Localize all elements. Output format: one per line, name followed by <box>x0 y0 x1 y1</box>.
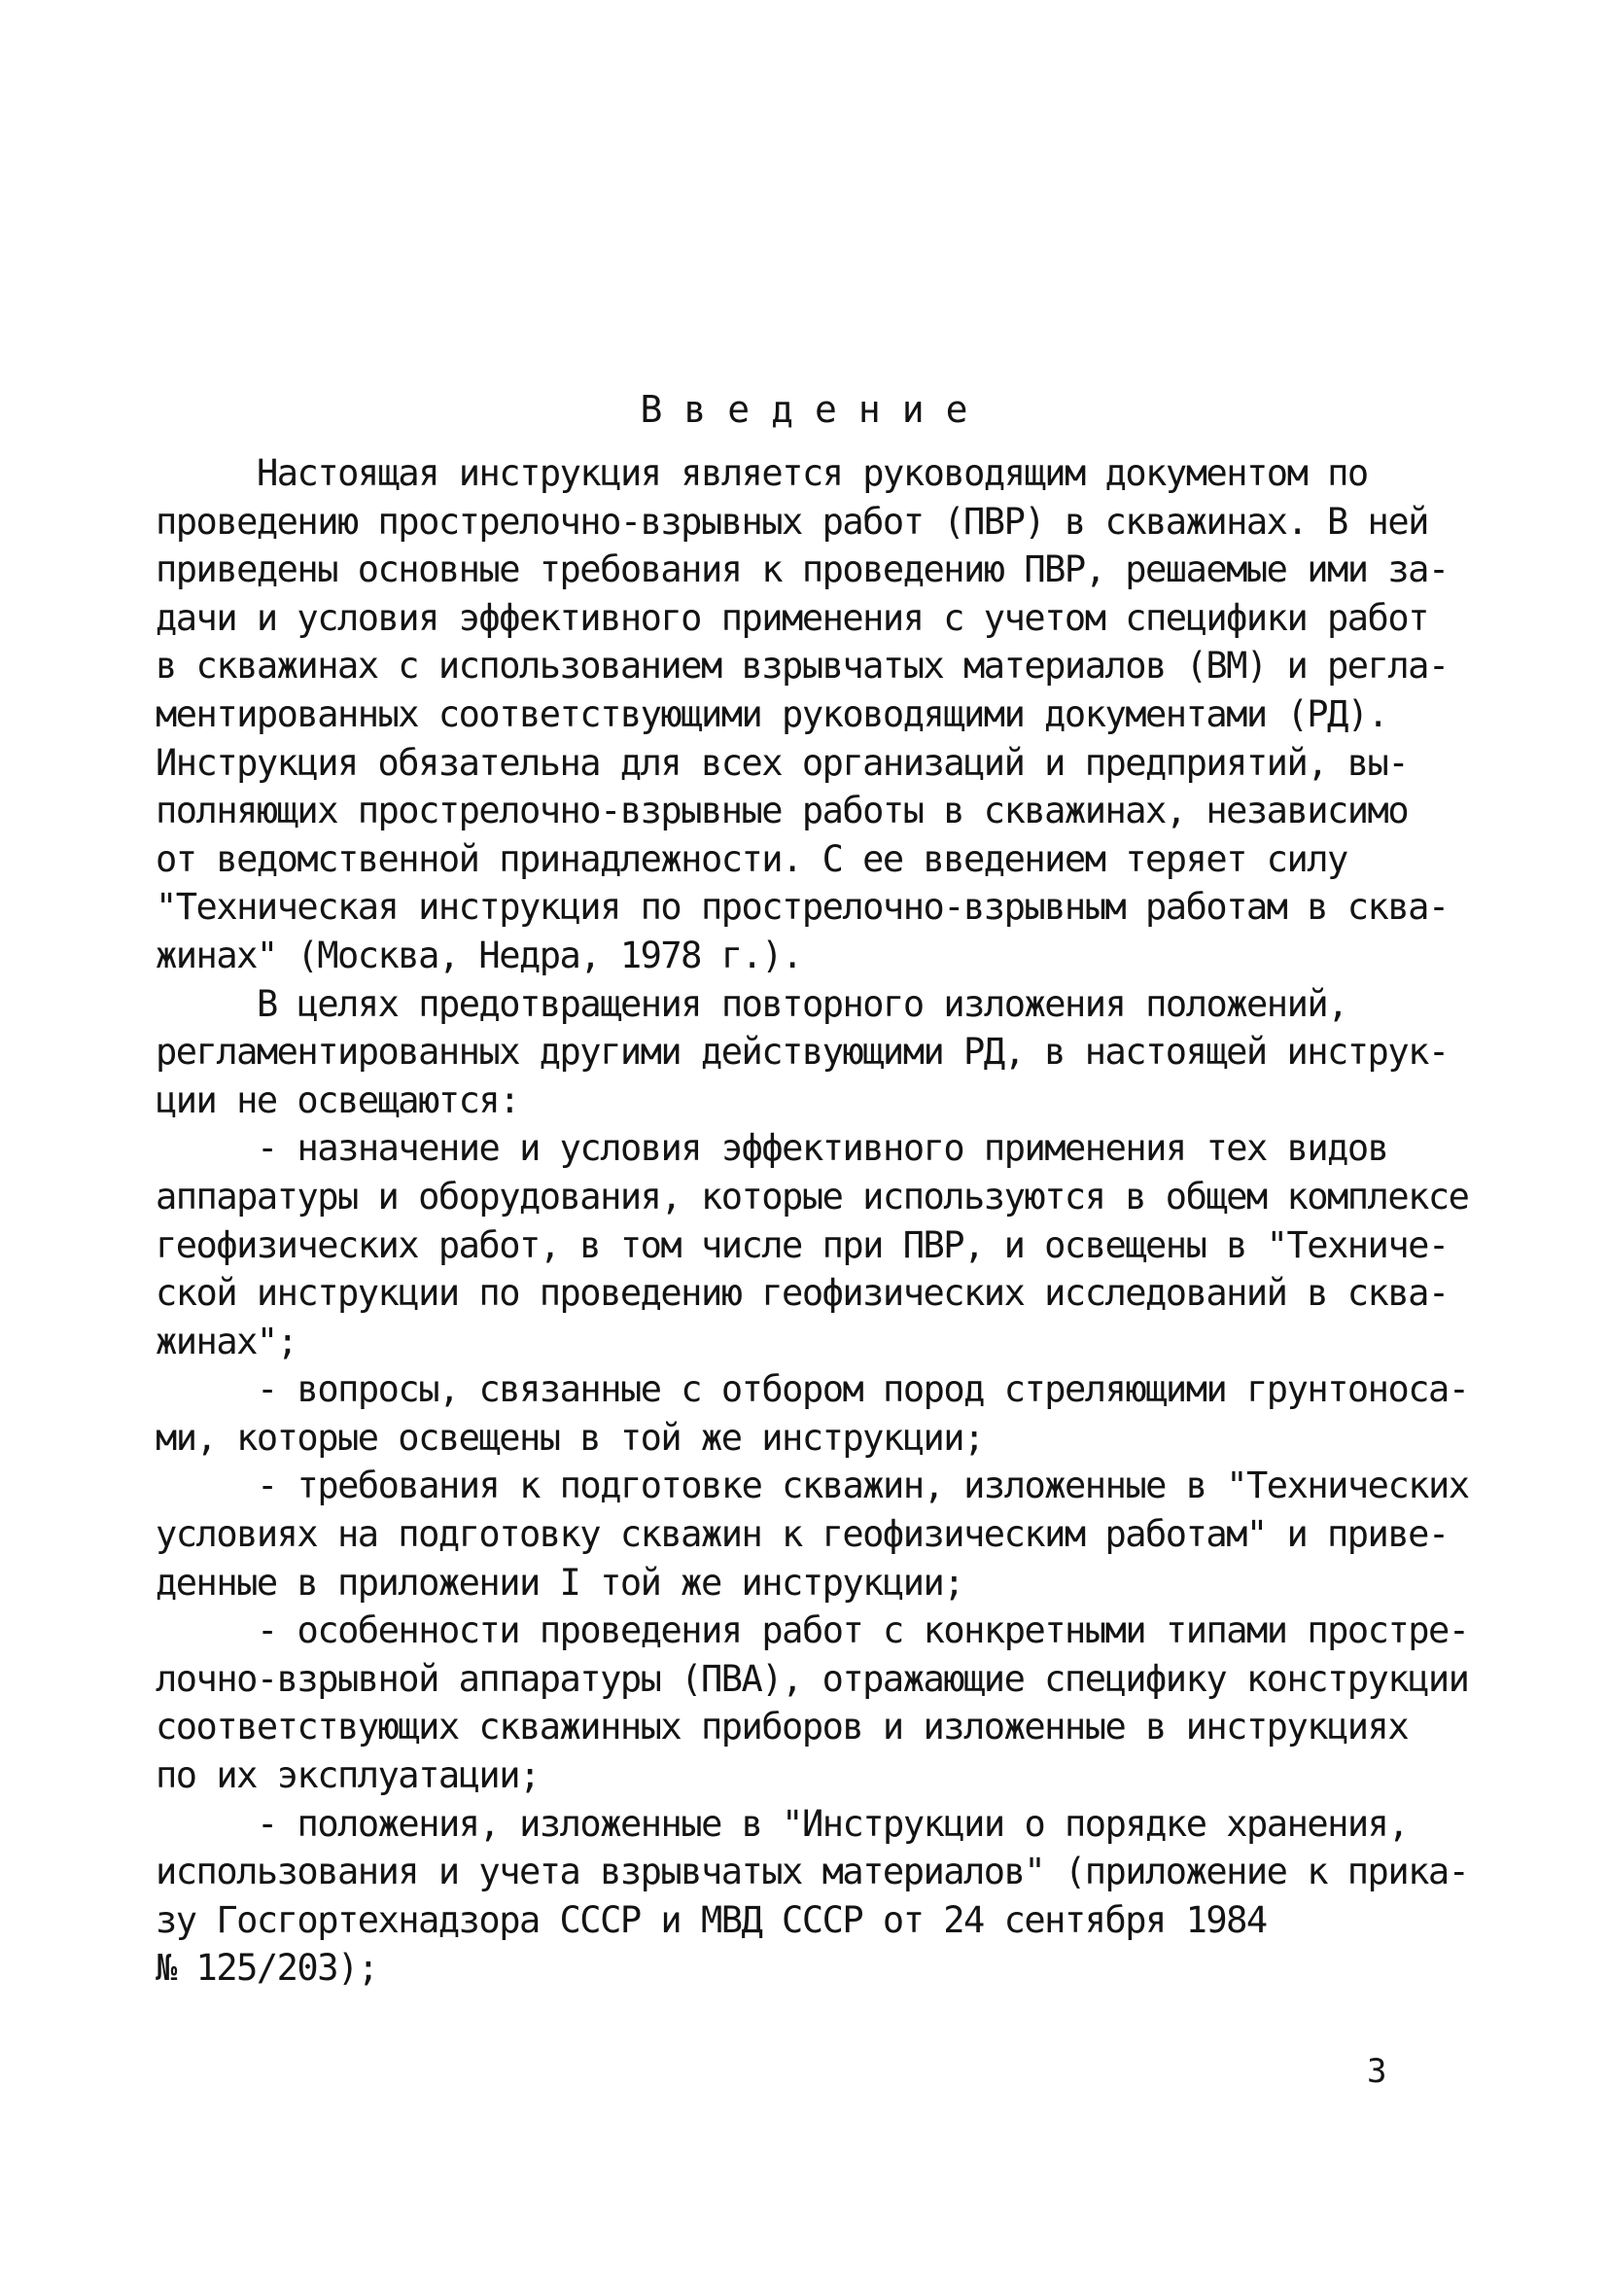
text-line: ментированных соответствующими руководящими документами (РД). <box>156 692 1388 735</box>
list-item-line: - требования к подготовке скважин, изложенные в "Технических <box>257 1465 1469 1507</box>
list-item-line: - вопросы, связанные с отбором пород стреляющими грунтоноса- <box>257 1368 1469 1411</box>
text-line: Инструкция обязательна для всех организаций и предприятий, вы- <box>156 741 1409 784</box>
text-line: полняющих прострелочно-взрывные работы в скважинах, независимо <box>156 790 1409 832</box>
section-heading: Введение <box>640 388 990 431</box>
text-line: использования и учета взрывчатых материалов" (приложение к прика- <box>156 1851 1469 1893</box>
text-line: дачи и условия эффективного применения с учетом специфики работ <box>156 596 1428 639</box>
text-line: геофизических работ, в том числе при ПВР, и освещены в "Техниче- <box>156 1223 1449 1266</box>
text-line: в скважинах с использованием взрывчатых материалов (ВМ) и регла- <box>156 645 1449 688</box>
list-item-line: - назначение и условия эффективного применения тех видов <box>257 1127 1388 1170</box>
text-line: условиях на подготовку скважин к геофизическим работам" и приве- <box>156 1513 1449 1556</box>
text-line: Настоящая инструкция является руководящим документом по <box>257 452 1368 494</box>
body-text <box>156 449 1469 1993</box>
text-line: ской инструкции по проведению геофизических исследований в сква- <box>156 1272 1449 1315</box>
text-line: ции не освещаются: <box>156 1078 519 1121</box>
text-line: жинах"; <box>156 1320 297 1362</box>
text-line: № 125/203); <box>156 1947 378 1990</box>
text-line: по их эксплуатации; <box>156 1754 540 1797</box>
text-line: В целях предотвращения повторного изложения положений, <box>257 982 1347 1025</box>
text-line: жинах" (Москва, Недра, 1978 г.). <box>156 934 802 976</box>
text-line: соответствующих скважинных приборов и изложенные в инструкциях <box>156 1706 1409 1748</box>
text-line: зу Госгортехнадзора СССР и МВД СССР от 24 сентября 1984 <box>156 1898 1267 1941</box>
text-line: "Техническая инструкция по прострелочно-взрывным работам в сква- <box>156 886 1449 929</box>
page-number: 3 <box>1367 2052 1387 2091</box>
text-line: ми, которые освещены в той же инструкции; <box>156 1416 984 1459</box>
text-line: денные в приложении I той же инструкции; <box>156 1561 964 1604</box>
list-item-line: - положения, изложенные в "Инструкции о порядке хранения, <box>257 1802 1409 1845</box>
list-item-line: - особенности проведения работ с конкретными типами простре- <box>257 1609 1469 1652</box>
text-line: лочно-взрывной аппаратуры (ПВА), отражающие специфику конструкции <box>156 1657 1469 1700</box>
text-line: от ведомственной принадлежности. С ее введением теряет силу <box>156 837 1347 880</box>
text-line: проведению прострелочно-взрывных работ (ПВР) в скважинах. В ней <box>156 500 1428 543</box>
text-line: приведены основные требования к проведению ПВР, решаемые ими за- <box>156 548 1449 591</box>
text-line: регламентированных другими действующими РД, в настоящей инструк- <box>156 1031 1449 1074</box>
text-line: аппаратуры и оборудования, которые используются в общем комплексе <box>156 1175 1469 1218</box>
